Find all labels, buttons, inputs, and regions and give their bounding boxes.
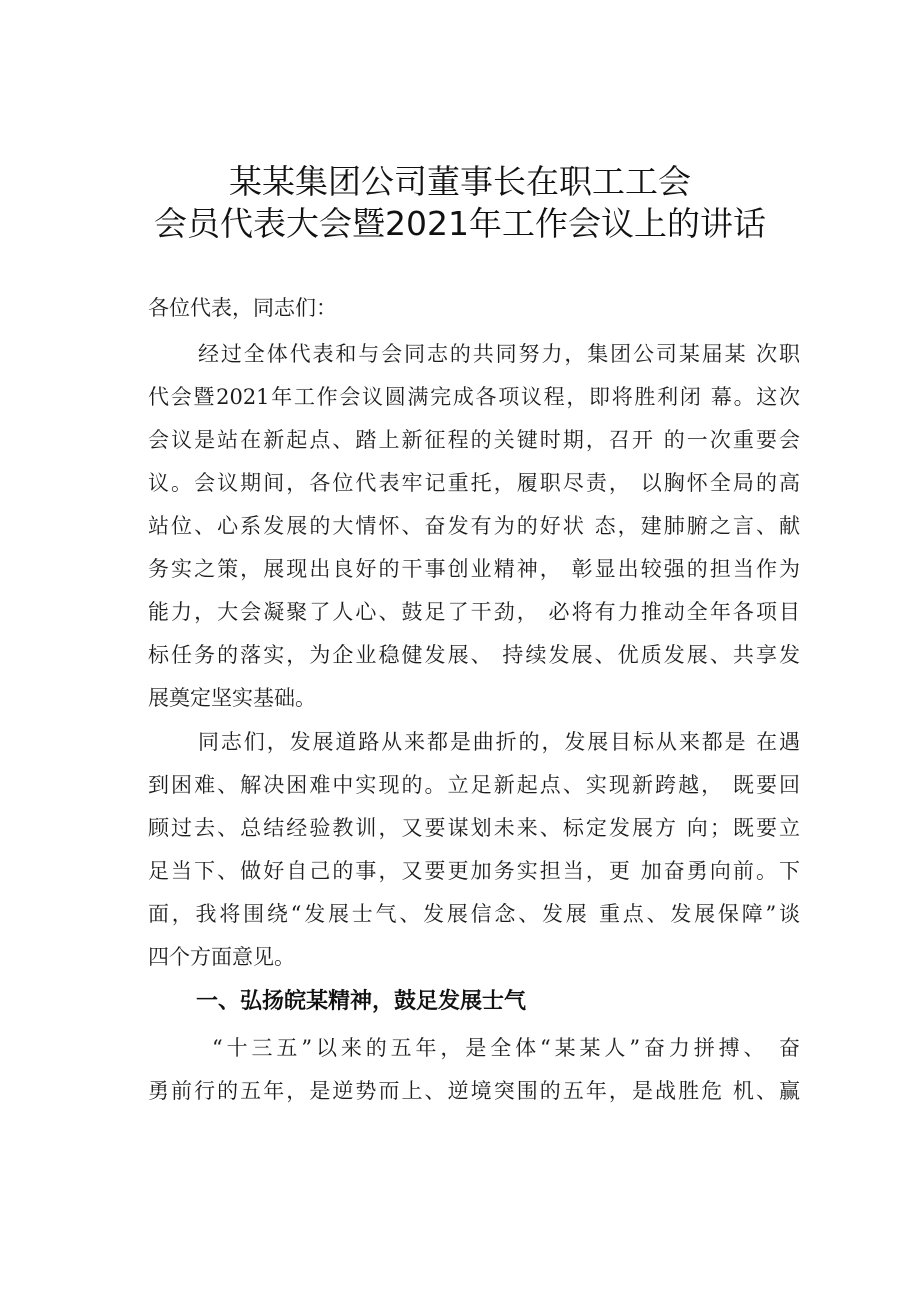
paragraph-2-line: 四个方面意见。: [148, 945, 295, 969]
paragraph-1-line: 代会暨2021年工作会议圆满完成各项议程，即将胜利闭 幕。这次: [148, 385, 800, 409]
salutation: 各位代表，同志们：: [148, 296, 337, 320]
paragraph-2-line: 面，我将围绕“发展士气、发展信念、发展 重点、发展保障”谈: [148, 902, 800, 926]
paragraph-1-line: 站位、心系发展的大情怀、奋发有为的好状 态，建肺腑之言、献: [148, 514, 800, 538]
paragraph-2-line: 同志们，发展道路从来都是曲折的，发展目标从来都是 在遇: [198, 730, 800, 754]
paragraph-1-line: 标任务的落实，为企业稳健发展、 持续发展、优质发展、共享发: [148, 643, 800, 667]
paragraph-1-line: 会议是站在新起点、踏上新征程的关键时期，召开 的一次重要会: [148, 428, 800, 452]
paragraph-1-line: 务实之策，展现出良好的干事创业精神， 彰显出较强的担当作为: [148, 557, 800, 581]
paragraph-1-line: 能力，大会凝聚了人心、鼓足了干劲， 必将有力推动全年各项目: [148, 600, 800, 624]
paragraph-3-line: 勇前行的五年，是逆势而上、逆境突围的五年，是战胜危 机、赢: [148, 1079, 800, 1103]
section-heading: 一、弘扬皖某精神，鼓足发展士气: [196, 989, 527, 1014]
paragraph-2-line: 足当下、做好自己的事，又要更加务实担当，更 加奋勇向前。下: [148, 859, 800, 883]
paragraph-3-line: “十三五”以来的五年，是全体“某某人”奋力拼搏、 奋: [212, 1036, 800, 1060]
paragraph-2-line: 到困难、解决困难中实现的。立足新起点、实现新跨越， 既要回: [148, 773, 800, 797]
document-title-line-2: 会员代表大会暨2021年工作会议上的讲话: [154, 204, 766, 243]
paragraph-1-line: 经过全体代表和与会同志的共同努力，集团公司某届某 次职: [198, 342, 800, 366]
paragraph-2-line: 顾过去、总结经验教训，又要谋划未来、标定发展方 向；既要立: [148, 816, 800, 840]
paragraph-1-line: 展奠定坚实基础。: [148, 686, 316, 710]
document-title-line-1: 某某集团公司董事长在职工工会: [229, 162, 691, 201]
paragraph-1-line: 议。会议期间，各位代表牢记重托，履职尽责， 以胸怀全局的高: [148, 471, 800, 495]
